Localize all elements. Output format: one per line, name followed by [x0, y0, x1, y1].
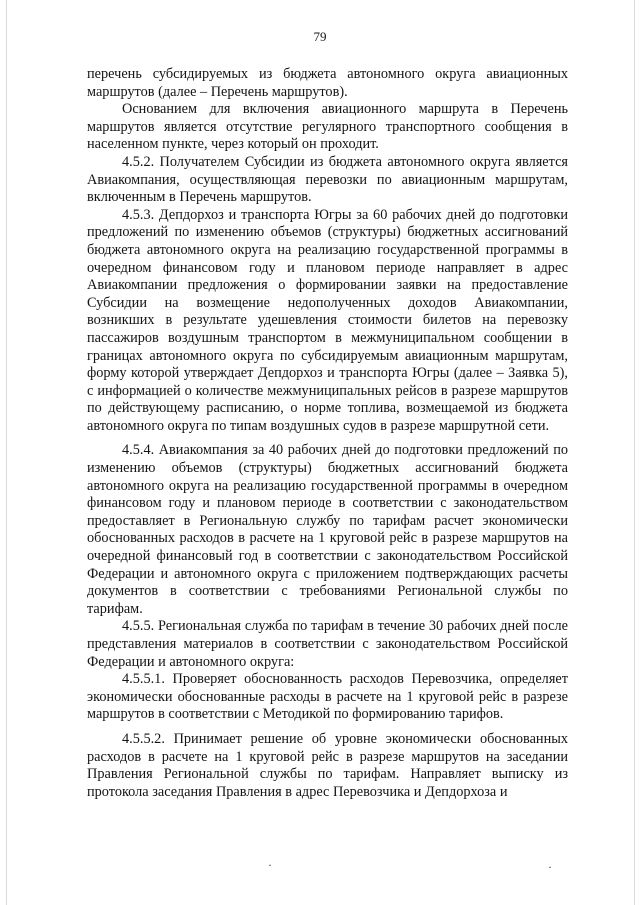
scan-edge-right	[634, 0, 635, 905]
scan-edge-left	[6, 0, 7, 905]
paragraph: 4.5.5. Региональная служба по тарифам в течение 30 рабочих дней после представления материалов в соответствии с законодательством Российской Федерации и автономного округа:	[87, 618, 568, 670]
page-number: 79	[313, 29, 327, 44]
paragraph: 4.5.4. Авиакомпания за 40 рабочих дней до подготовки предложений по изменению объемов (структуры) бюджетных ассигнований бюджета автономного округа на реализацию государственной программы в очередном финансовом году и плановом периоде в соответствии с законодательством предоставляет в Региональную службу по тарифам расчет экономически обоснованных расходов в расчете на 1 круговой рейс в разрезе маршрутов на очередной финансовый год в соответствии с законодательством Российской Федерации и автономного округа с приложением подтверждающих расчеты документов в соответствии с требованиями Региональной службы по тарифам.	[87, 442, 568, 617]
paragraph: 4.5.2. Получателем Субсидии из бюджета автономного округа является Авиакомпания, осуществляющая перевозки по авиационным маршрутам, включенным в Перечень маршрутов.	[87, 153, 568, 206]
scan-speck: ·	[548, 860, 552, 874]
paragraph: Основанием для включения авиационного маршрута в Перечень маршрутов является отсутствие регулярного транспортного сообщения в населенном пункте, через который он проходит.	[87, 101, 568, 153]
paragraph: 4.5.3. Депдорхоз и транспорта Югры за 60 рабочих дней до подготовки предложений по изменению объемов (структуры) бюджетных ассигнований бюджета автономного округа на реализацию государственной программы в очередном финансовом году и плановом периоде направляет в адрес Авиакомпании предложения о формировании заявки на предоставление Субсидии на возмещение недополученных доходов Авиакомпании, возникших в результате удешевления стоимости билетов на перевозку пассажиров воздушным транспортом в межмуниципальном сообщении в границах автономного округа по субсидируемым авиационным маршрутам, форму которой утверждает Депдорхоз и транспорта Югры (далее – Заявка 5), с информацией о количестве межмуниципальных рейсов в разрезе маршрутов по действующему расписанию, о норме топлива, возмещаемой из бюджета автономного округа по типам воздушных судов в разрезе маршрутной сети.	[87, 206, 568, 434]
paragraph: 4.5.5.1. Проверяет обоснованность расходов Перевозчика, определяет экономически обоснованные расходы в расчете на 1 круговой рейс в разрезе маршрутов в соответствии с Методикой по формированию тарифов.	[87, 671, 568, 723]
paragraph: 4.5.5.2. Принимает решение об уровне экономически обоснованных расходов в расчете на 1 круговой рейс в разрезе маршрутов на заседании Правления Региональной службы по тарифам. Направляет выписку из протокола заседания Правления в адрес Перевозчика и Депдорхоза и	[87, 730, 568, 800]
paragraph: перечень субсидируемых из бюджета автономного округа авиационных маршрутов (далее – Перечень маршрутов).	[87, 66, 568, 100]
scan-speck: ·	[268, 858, 272, 872]
document-body	[87, 66, 568, 801]
